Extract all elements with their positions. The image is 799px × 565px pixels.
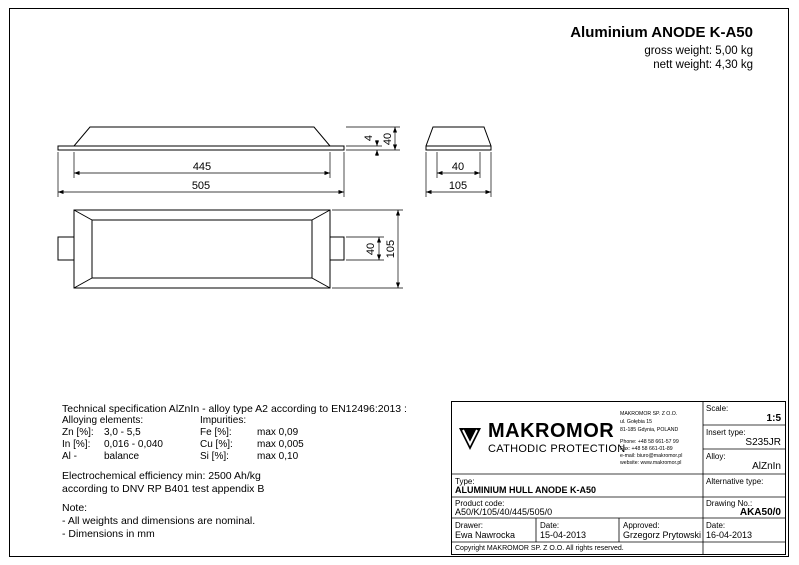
alloy-value: AlZnIn xyxy=(752,461,781,472)
drawing-title: Aluminium ANODE K-A50 xyxy=(570,24,753,41)
impurity-val-cu: max 0,005 xyxy=(257,439,304,450)
drawing-no-label: Drawing No.: xyxy=(706,499,753,508)
nett-weight: nett weight: 4,30 kg xyxy=(653,59,753,71)
drawer-value: Ewa Nawrocka xyxy=(455,530,516,540)
dim-40-top: 40 xyxy=(365,242,377,256)
alloy-label: Alloy: xyxy=(706,452,726,461)
impurity-val-si: max 0,10 xyxy=(257,451,299,462)
efficiency-line-1: Electrochemical efficiency min: 2500 Ah/kg xyxy=(62,470,261,482)
alloy-el-zn: Zn [%]: xyxy=(62,427,94,438)
alloy-val-zn: 3,0 - 5,5 xyxy=(104,427,141,438)
alloy-val-al: balance xyxy=(104,451,140,462)
address-fax: Fax: +48 58 661-01-89 xyxy=(620,446,673,452)
product-code-value: A50/K/105/40/445/505/0 xyxy=(455,507,553,517)
type-value: ALUMINIUM HULL ANODE K-A50 xyxy=(455,485,596,495)
dim-505: 505 xyxy=(191,180,211,192)
impurity-el-si: Si [%]: xyxy=(200,451,229,462)
address-website: website: www.makromor.pl xyxy=(620,460,682,466)
address-line: ul. Gołębia 15 xyxy=(620,419,653,425)
date-approved-value: 16-04-2013 xyxy=(706,530,753,540)
date-drawn-value: 15-04-2013 xyxy=(540,530,587,540)
approved-value: Grzegorz Prytowski xyxy=(623,530,702,540)
address-line: MAKROMOR SP. Z O.O. xyxy=(620,411,678,417)
dim-40-end: 40 xyxy=(451,161,465,173)
spec-heading: Technical specification AlZnIn - alloy type A2 according to EN12496:2013 : xyxy=(62,403,407,415)
dim-105-end: 105 xyxy=(448,180,468,192)
alloy-el-in: In [%]: xyxy=(62,439,91,450)
alloying-title: Alloying elements: xyxy=(62,415,144,426)
drawing-no-value: AKA50/0 xyxy=(739,507,781,518)
scale-label: Scale: xyxy=(706,404,729,413)
dim-105-top: 105 xyxy=(385,239,397,259)
company-name: MAKROMOR xyxy=(488,420,615,442)
drawer-label: Drawer: xyxy=(455,521,484,530)
impurities-title: Impurities: xyxy=(200,415,247,426)
copyright: Copyright MAKROMOR SP. Z O.O. All rights reserved. xyxy=(455,545,624,552)
insert-type-label: Insert type: xyxy=(706,428,746,437)
alloy-val-in: 0,016 - 0,040 xyxy=(104,439,163,450)
type-label: Type: xyxy=(455,477,475,486)
note-title: Note: xyxy=(62,502,88,514)
date-approved-label: Date: xyxy=(706,521,726,530)
alloy-el-al: Al - xyxy=(62,451,77,462)
approved-label: Approved: xyxy=(623,521,660,530)
date-drawn-label: Date: xyxy=(540,521,560,530)
dim-445: 445 xyxy=(192,161,212,173)
dim-4: 4 xyxy=(363,134,375,142)
impurity-val-fe: max 0,09 xyxy=(257,427,299,438)
impurity-el-fe: Fe [%]: xyxy=(200,427,232,438)
impurity-el-cu: Cu [%]: xyxy=(200,439,233,450)
insert-type-value: S235JR xyxy=(745,437,781,448)
alternative-type-label: Alternative type: xyxy=(706,477,764,486)
address-email: e-mail: biuro@makromor.pl xyxy=(620,453,683,459)
efficiency-line-2: according to DNV RP B401 test appendix B xyxy=(62,483,265,495)
dim-40-side: 40 xyxy=(382,132,394,146)
note-2: - Dimensions in mm xyxy=(62,528,155,540)
address-phone: Phone: +48 58 661-57 99 xyxy=(620,439,679,445)
address-line: 81-185 Gdynia, POLAND xyxy=(620,427,679,433)
gross-weight: gross weight: 5,00 kg xyxy=(644,45,753,57)
product-code-label: Product code: xyxy=(455,499,505,508)
company-subtitle: CATHODIC PROTECTION xyxy=(488,443,626,455)
makromor-logo-icon xyxy=(459,428,481,450)
scale-value: 1:5 xyxy=(766,413,781,424)
note-1: - All weights and dimensions are nominal. xyxy=(62,515,256,527)
